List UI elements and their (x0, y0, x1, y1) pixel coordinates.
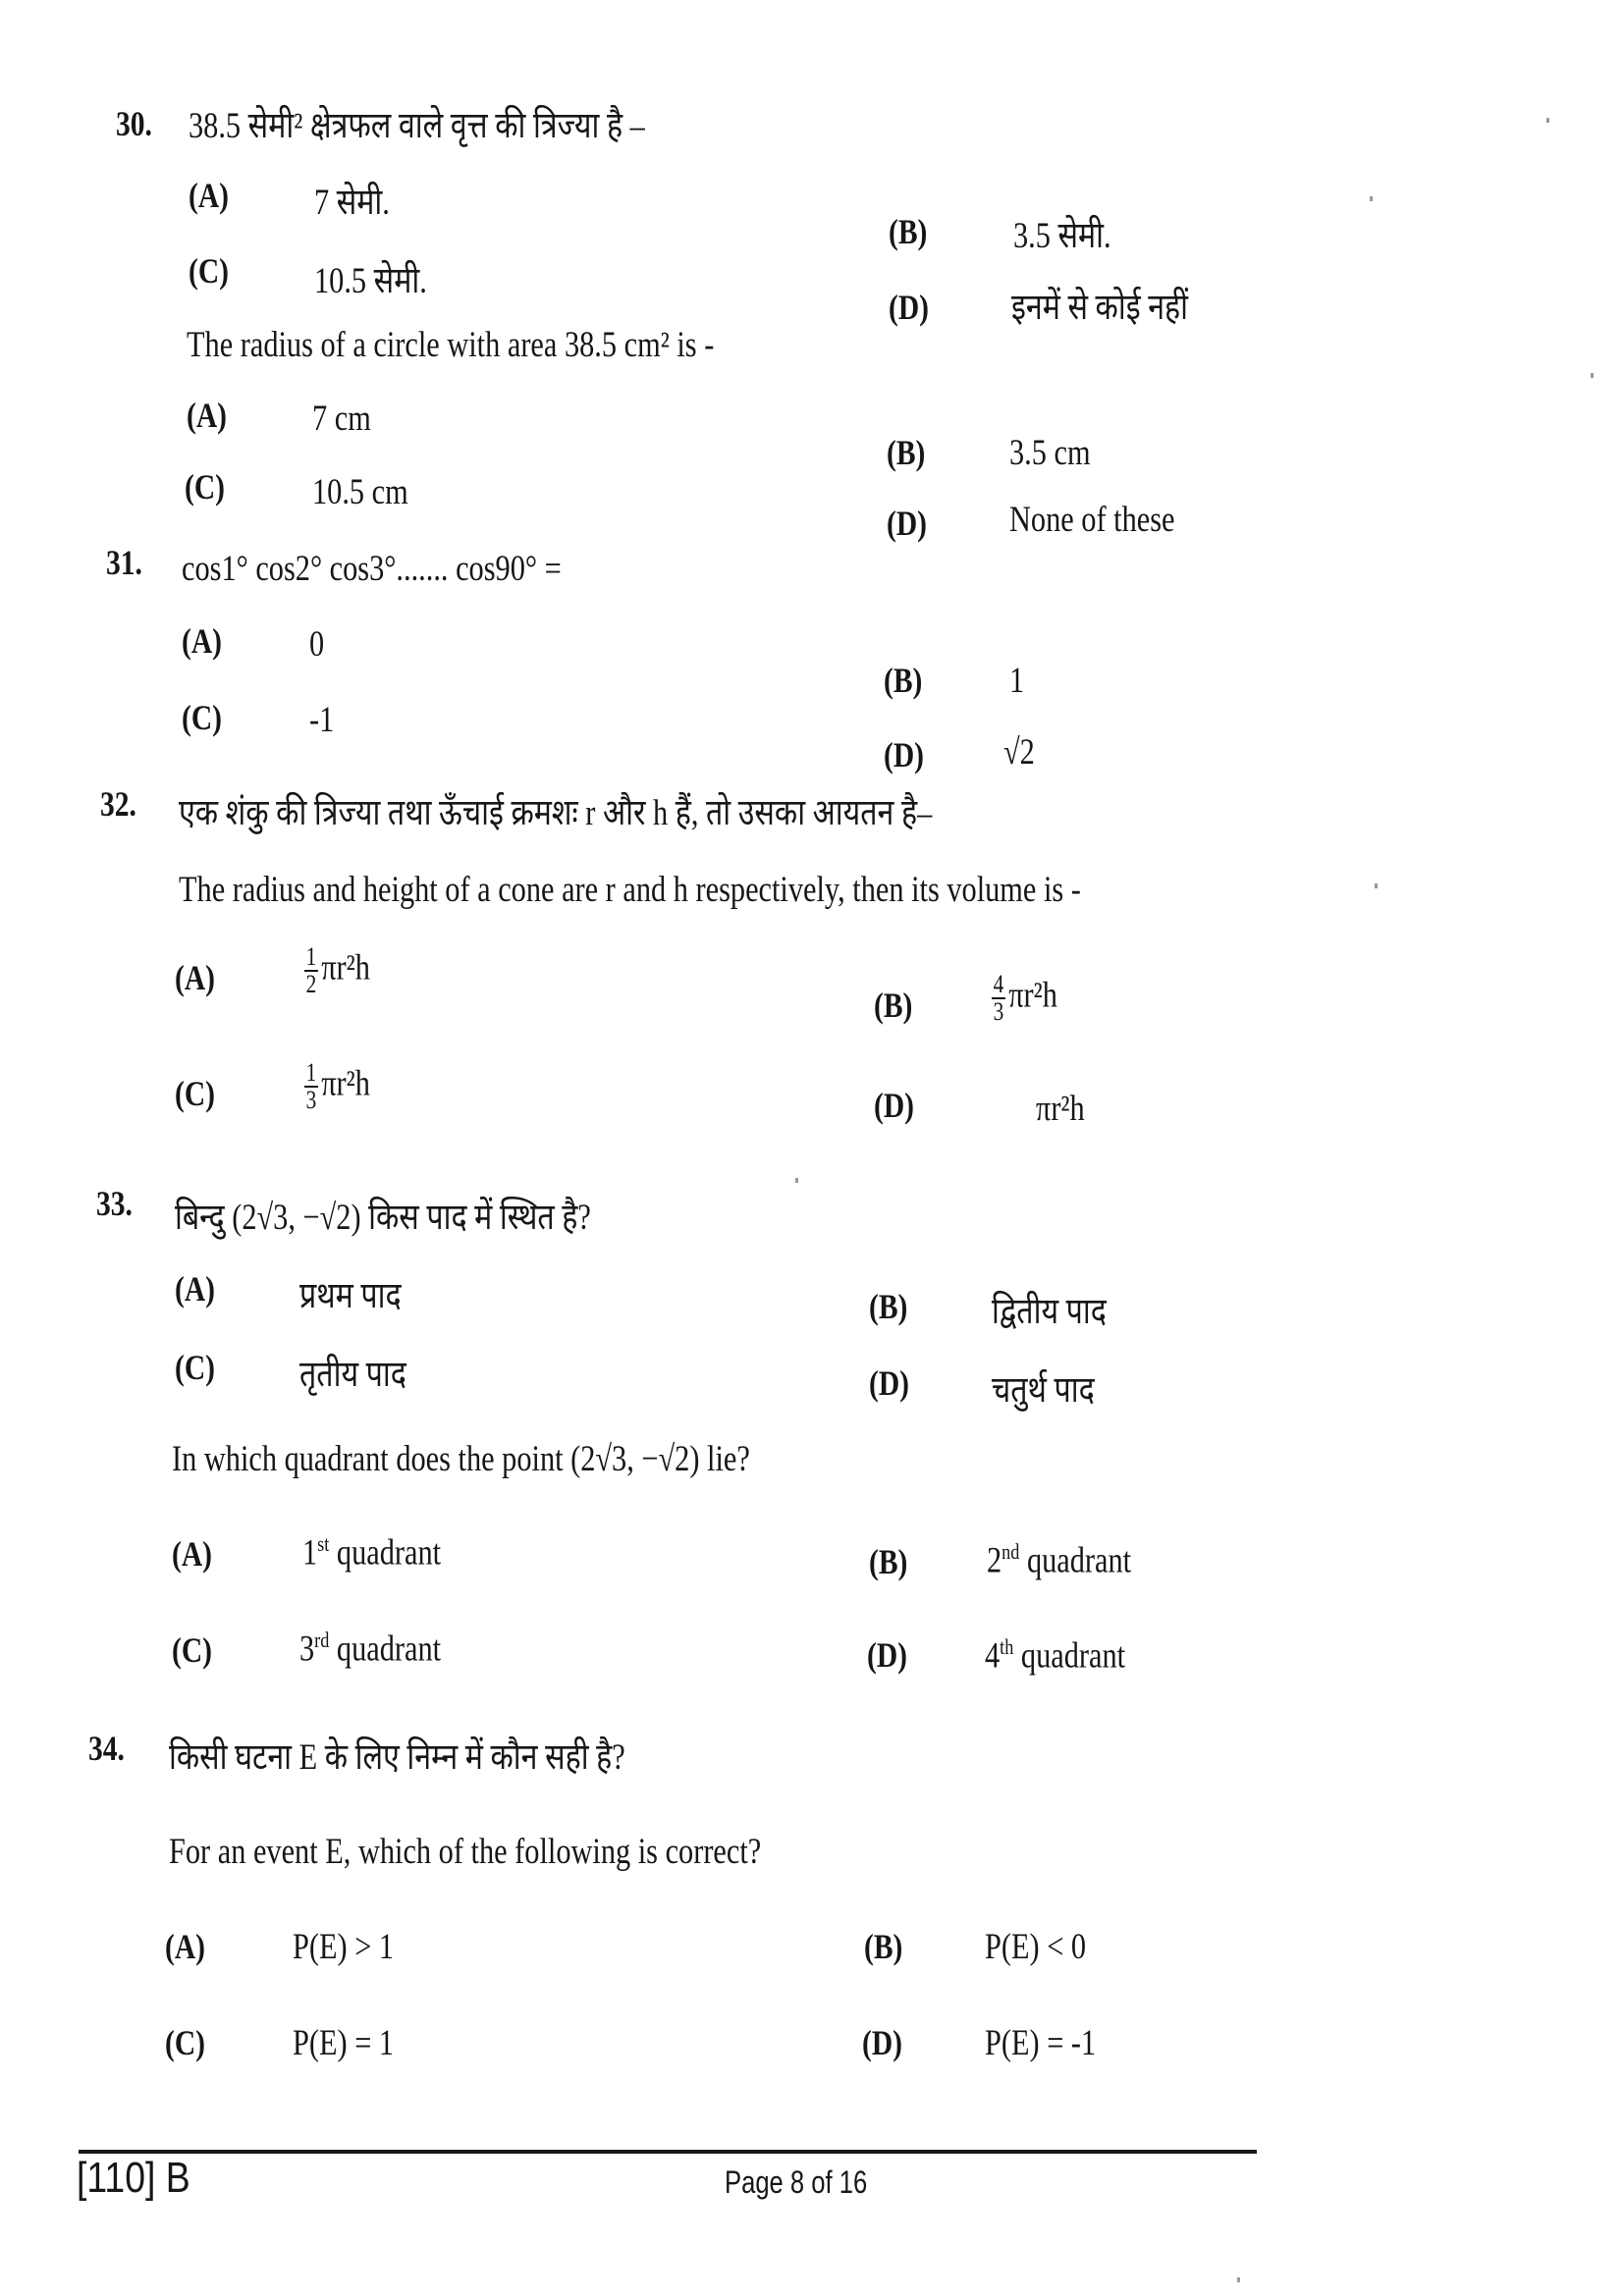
question-number-30: 30. (116, 104, 152, 143)
question-30-hindi: 38.5 सेमी² क्षेत्रफल वाले वृत्त की त्रिज्या है – (189, 106, 645, 146)
q32-option-a-label: (A) (175, 958, 215, 997)
question-31-text: cos1° cos2° cos3°....... cos90° = (182, 549, 562, 589)
q33-hi-option-b-label: (B) (869, 1287, 908, 1326)
q30-en-option-a: 7 cm (312, 399, 371, 439)
q31-option-b-label: (B) (884, 661, 923, 700)
q30-en-option-b-label: (B) (887, 433, 926, 472)
q30-en-option-d-label: (D) (887, 504, 927, 543)
q30-hi-option-b-label: (B) (889, 212, 928, 251)
scan-speck (1546, 118, 1549, 123)
scan-speck (1237, 2277, 1240, 2282)
scan-speck (795, 1178, 798, 1183)
q32-option-b-label: (B) (874, 986, 913, 1025)
paper-code: [110] B (77, 2154, 190, 2202)
q34-option-b-label: (B) (864, 1927, 903, 1966)
q31-option-a-label: (A) (182, 621, 222, 661)
q33-hi-option-a: प्रथम पाद (299, 1276, 402, 1316)
q34-option-c-label: (C) (165, 2023, 205, 2062)
q32-option-b: $\frac{4}{3}$ πr²h (993, 970, 1057, 1026)
q30-en-option-d: None of these (1009, 500, 1175, 540)
q34-option-d-label: (D) (862, 2023, 902, 2062)
question-30-english: The radius of a circle with area 38.5 cm² is - (187, 325, 715, 365)
q31-option-d-label: (D) (884, 735, 924, 774)
question-number-33: 33. (96, 1184, 133, 1223)
question-number-34: 34. (88, 1729, 125, 1768)
q33-en-option-a: 1st quadrant (302, 1531, 442, 1574)
q31-option-b: 1 (1009, 661, 1025, 701)
q33-hi-option-d-label: (D) (869, 1363, 909, 1403)
fraction: $\frac{1}{2}$ (305, 942, 317, 998)
q30-en-option-c: 10.5 cm (312, 472, 408, 512)
q33-en-option-c-label: (C) (172, 1630, 212, 1670)
q34-option-c: P(E) = 1 (293, 2023, 395, 2063)
q33-en-option-b-label: (B) (869, 1542, 908, 1581)
q34-option-a-label: (A) (165, 1927, 205, 1966)
q30-en-option-b: 3.5 cm (1009, 433, 1091, 473)
page-number: Page 8 of 16 (725, 2164, 868, 2200)
q33-en-option-b: 2nd quadrant (987, 1539, 1132, 1581)
fraction: $\frac{1}{3}$ (305, 1058, 317, 1114)
footer-divider (79, 2150, 1257, 2154)
q34-option-b: P(E) < 0 (985, 1927, 1087, 1967)
q30-en-option-a-label: (A) (187, 396, 227, 435)
q30-hi-option-d-label: (D) (889, 288, 929, 327)
question-34-hindi: किसी घटना E के लिए निम्न में कौन सही है? (169, 1737, 625, 1778)
question-number-32: 32. (100, 784, 136, 824)
scan-speck (1370, 196, 1373, 201)
q32-option-c-label: (C) (175, 1074, 215, 1113)
q33-en-option-a-label: (A) (172, 1534, 212, 1574)
fraction: $\frac{4}{3}$ (993, 970, 1004, 1026)
q33-hi-option-c-label: (C) (175, 1348, 215, 1387)
q32-option-c: $\frac{1}{3}$ πr²h (305, 1058, 370, 1114)
q30-hi-option-b: 3.5 सेमी. (1013, 216, 1111, 256)
q33-en-option-c: 3rd quadrant (299, 1628, 442, 1670)
question-32-english: The radius and height of a cone are r and h respectively, then its volume is - (179, 870, 1081, 910)
question-34-english: For an event E, which of the following is correct? (169, 1832, 762, 1872)
q30-hi-option-c: 10.5 सेमी. (314, 261, 427, 301)
q31-option-c-label: (C) (182, 698, 222, 737)
q31-option-d: √2 (1003, 732, 1035, 773)
q30-hi-option-d: इनमें से कोई नहीं (1011, 288, 1189, 328)
q30-hi-option-a-label: (A) (189, 176, 229, 215)
question-33-english: In which quadrant does the point (2√3, −√2) lie? (172, 1439, 750, 1479)
question-33-hindi: बिन्दु (2√3, −√2) किस पाद में स्थित है? (175, 1198, 591, 1238)
question-number-31: 31. (106, 543, 142, 582)
scan-speck (1375, 883, 1378, 888)
q33-hi-option-c: तृतीय पाद (299, 1355, 406, 1395)
q34-option-a: P(E) > 1 (293, 1927, 395, 1967)
q30-en-option-c-label: (C) (185, 467, 225, 507)
q33-hi-option-b: द्वितीय पाद (992, 1292, 1107, 1332)
q33-en-option-d: 4th quadrant (985, 1634, 1126, 1677)
q33-en-option-d-label: (D) (867, 1635, 907, 1675)
q33-hi-option-d: चतुर्थ पाद (992, 1370, 1095, 1411)
q32-option-d-label: (D) (874, 1086, 914, 1125)
q31-option-a: 0 (309, 624, 325, 665)
q30-hi-option-a: 7 सेमी. (314, 183, 390, 223)
q33-hi-option-a-label: (A) (175, 1269, 215, 1308)
q30-hi-option-c-label: (C) (189, 251, 229, 291)
scan-speck (1591, 373, 1594, 378)
q32-option-a: $\frac{1}{2}$ πr²h (305, 942, 370, 998)
q32-option-d: πr²h (1036, 1089, 1085, 1129)
question-32-hindi: एक शंकु की त्रिज्या तथा ऊँचाई क्रमशः r और h हैं, तो उसका आयतन है– (179, 793, 933, 833)
q31-option-c: -1 (309, 700, 335, 740)
q34-option-d: P(E) = -1 (985, 2023, 1097, 2063)
